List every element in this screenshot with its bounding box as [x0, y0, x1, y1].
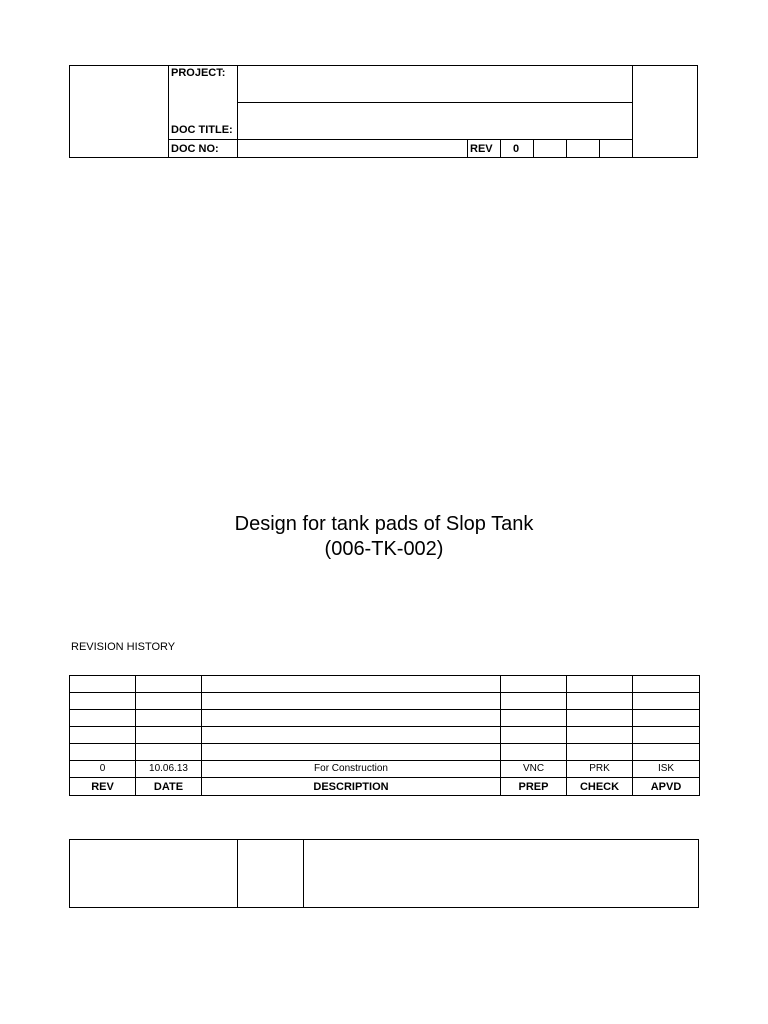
prep-cell: VNC: [501, 761, 567, 778]
apvd-cell: [633, 676, 700, 693]
document-title: [0, 512, 768, 562]
document-title-line2: (006-TK-002): [324, 538, 444, 560]
rev-cell: [70, 676, 136, 693]
column-header-row: [70, 778, 700, 796]
prep-cell: [501, 727, 567, 744]
apvd-cell: [633, 710, 700, 727]
rev-value: 0: [513, 143, 520, 155]
column-header-date: DATE: [136, 778, 202, 796]
project-label: PROJECT:: [171, 67, 226, 79]
table-row: [70, 676, 700, 693]
table-row: [70, 761, 700, 778]
date-cell: [136, 744, 202, 761]
prep-cell: [501, 676, 567, 693]
doc-title-label: DOC TITLE:: [171, 124, 233, 136]
date-cell: [136, 710, 202, 727]
apvd-cell: [633, 744, 700, 761]
approval-box-divider: [303, 840, 304, 907]
column-header-check: CHECK: [567, 778, 633, 796]
rev-cell: 0: [70, 761, 136, 778]
check-cell: [567, 744, 633, 761]
header-divider: [533, 139, 534, 157]
date-cell: [136, 676, 202, 693]
table-row: [70, 710, 700, 727]
table-row: [70, 727, 700, 744]
header-divider: [237, 66, 238, 157]
approval-box: [69, 839, 699, 908]
apvd-cell: ISK: [633, 761, 700, 778]
column-header-prep: PREP: [501, 778, 567, 796]
document-title-line1: Design for tank pads of Slop Tank: [234, 513, 534, 535]
description-cell: [202, 676, 501, 693]
description-cell: [202, 744, 501, 761]
column-header-description: DESCRIPTION: [202, 778, 501, 796]
check-cell: [567, 727, 633, 744]
description-cell: [202, 710, 501, 727]
check-cell: [567, 676, 633, 693]
header-divider: [467, 139, 468, 157]
revision-history-table: [69, 675, 700, 796]
rev-cell: [70, 727, 136, 744]
header-divider: [632, 66, 633, 157]
check-cell: PRK: [567, 761, 633, 778]
rev-cell: [70, 693, 136, 710]
header-divider: [566, 139, 567, 157]
header-divider: [237, 102, 632, 103]
column-header-rev: REV: [70, 778, 136, 796]
check-cell: [567, 710, 633, 727]
header-divider: [500, 139, 501, 157]
header-divider: [168, 66, 169, 157]
document-header-block: [69, 65, 698, 158]
description-cell: [202, 727, 501, 744]
date-cell: [136, 727, 202, 744]
approval-box-divider: [237, 840, 238, 907]
column-header-apvd: APVD: [633, 778, 700, 796]
header-divider: [168, 139, 632, 140]
apvd-cell: [633, 727, 700, 744]
prep-cell: [501, 693, 567, 710]
apvd-cell: [633, 693, 700, 710]
rev-cell: [70, 710, 136, 727]
header-divider: [599, 139, 600, 157]
table-row: [70, 693, 700, 710]
prep-cell: [501, 710, 567, 727]
description-cell: For Construction: [202, 761, 501, 778]
date-cell: [136, 693, 202, 710]
description-cell: [202, 693, 501, 710]
prep-cell: [501, 744, 567, 761]
rev-cell: [70, 744, 136, 761]
doc-no-label: DOC NO:: [171, 143, 219, 155]
rev-label: REV: [470, 143, 493, 155]
date-cell: 10.06.13: [136, 761, 202, 778]
revision-history-heading: REVISION HISTORY: [71, 641, 176, 653]
table-row: [70, 744, 700, 761]
check-cell: [567, 693, 633, 710]
